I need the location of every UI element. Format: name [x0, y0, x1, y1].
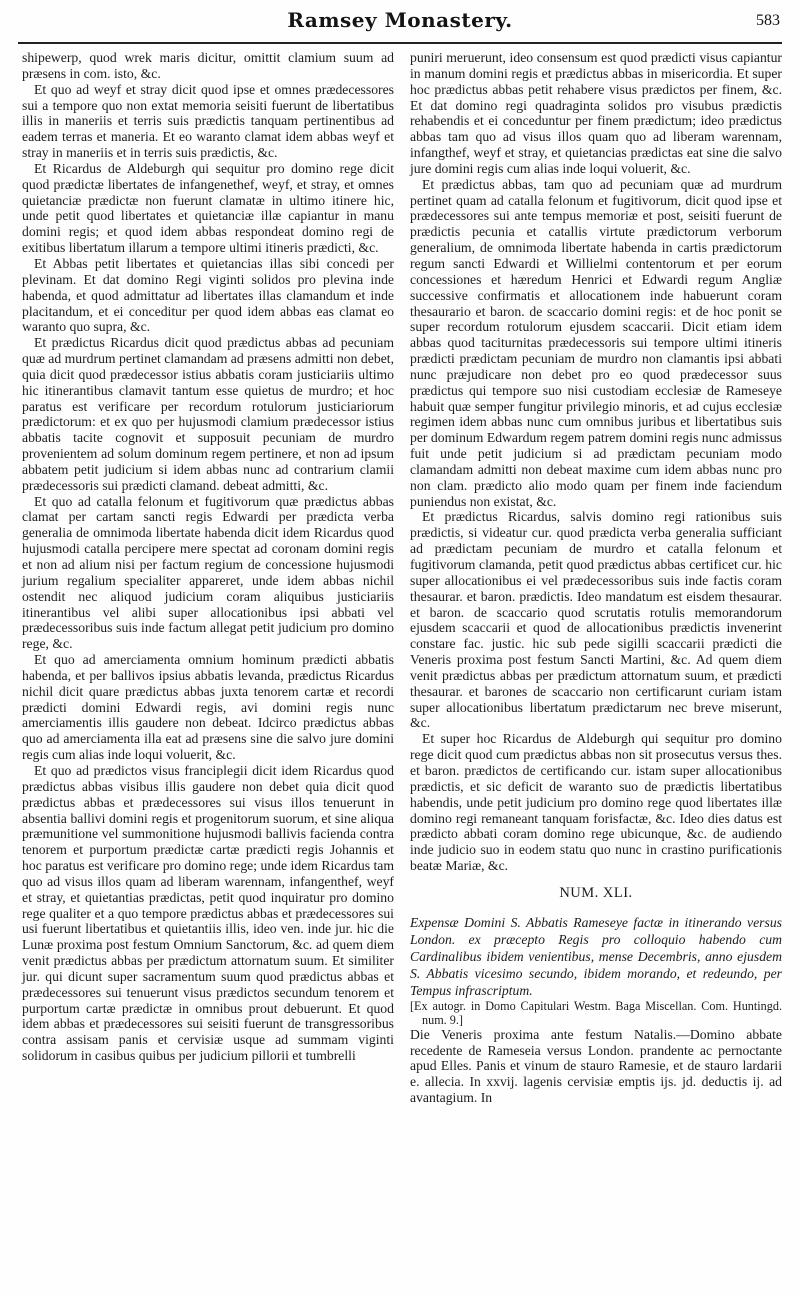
paragraph: Et prædictus Ricardus dicit quod prædictus abbas ad pecuniam quæ ad murdrum pertinet clamandam ad præsens admitti non debet, quia dicit quod prædecessor istius abbatis coram justiciariis ultimo hic itinerantibus clamavit tantum esse quietus de murdro; et hoc paratus est verificare per recordum rotulorum justiciariorum prædictorum: et ex quo per hujusmodi clamium prædecessor istius abbatis tacite cognovit et supposuit pecuniam de murdro provenientem ad solum dominum regem pertinere, et non ad ipsum abbatem petit judicium si idem abbas nunc ad contrarium clamii prædecessoris sui prædicti clamand. debeat admitti, &c.: [22, 335, 394, 493]
paragraph: shipewerp, quod wrek maris dicitur, omittit clamium suum ad præsens in com. isto, &c.: [22, 50, 394, 81]
page-number: 583: [756, 12, 780, 29]
paragraph: Et quo ad prædictos visus franciplegii dicit idem Ricardus quod prædictus abbas visibus illis gaudere non debet quia dicit quod prædictus abbas et prædecessores sui visus illos tenuerunt in absentia ballivi domini regis et progenitorum suorum, et sine aliqua præmunitione vel summonitione hujusmodi ballivis facienda contra tenorem et purportum prædictæ cartæ prædicti regis Johannis et hoc paratus est verificare pro domino rege; unde idem Ricardus tam quo ad visus illos quam ad liberam warennam, infangenthef, weyf et stray, et quietantias prædictas, petit quod inquiratur pro domino rege qualiter et a quo tempore prædictus abbas et prædecessores sui usi fuerunt libertatibus et quietantiis illis, ideo ven. inde jur. hic die Lunæ proxima post festum Omnium Sanctorum, &c. ad quem diem venit prædictus abbas per prædictum attornatum suum. Et similiter jur. qui dicunt super sacramentum suum quod prædictus abbas et prædecessores sui tenuerunt visus prædictos secundum tenorem et purportum cartæ prædictæ in omnibus prout debuerunt. Et quod idem abbas et prædecessores sui seisiti fuerunt de transgressoribus contra assisam panis et cervisiæ usque ad summam viginti solidorum in casibus quibus per judicium pillorii et tumbrelli: [22, 762, 394, 1064]
header-rule: [18, 42, 782, 44]
document-rubric: Expensæ Domini S. Abbatis Rameseye factæ in itinerando versus London. ex præcepto Regis pro colloquio habendo cum Cardinalibus ibidem venientibus, mense Decembris, anno ejusdem S. Abbatis vicesimo secundo, ibidem morando, et redeundo, per Tempus infrascriptum.: [410, 914, 782, 998]
left-column: [22, 50, 394, 1064]
source-note: [Ex autogr. in Domo Capitulari Westm. Baga Miscellan. Com. Huntingd. num. 9.]: [410, 998, 782, 1027]
paragraph: Et quo ad amerciamenta omnium hominum prædicti abbatis habenda, et per ballivos ipsius abbatis levanda, prædictus Ricardus nichil dicit quare prædictus abbas juxta tenorem cartæ et recordi prædicti domini Edwardi regis, avi domini regis nunc amerciamentis illis gaudere non debeat. Idcirco prædictus abbas quo ad amerciamenta illa eat ad præsens sine die salvo jure domini regis cum alias inde loqui voluerit, &c.: [22, 652, 394, 763]
document-heading: NUM. XLI.: [559, 884, 633, 901]
paragraph: Et prædictus abbas, tam quo ad pecuniam quæ ad murdrum pertinet quam ad catalla felonum et fugitivorum, dicit quod ipse et prædecessores sui ante tempus memoriæ et post, seisiti fuerunt de prædictis pecunia et catallis virtute prædictorum verborum generalium, de omnimoda libertate habenda in cartis prædictorum regum sancti Edwardi et Willielmi contentorum et per eorum concessiones et hæredum Henrici et Edwardi regum Angliæ successive confirmatis et allocationem inde habuerunt coram thesaurario et baron. de scaccario domini regis: et de hoc ponit se super recordum rotulorum ejusdem scaccarii. Dicit etiam idem abbas quod taciturnitas prædecessoris sui tempore ultimi itineris prædicti prædictam pecuniam de murdro non clamantis ipsi abbati nunc præjudicare non debet pro eo quod prædecessor suus prædictus qui tempore suo nisi custodiam ecclesiæ de Rameseye habuit quæ semper fungitur privilegio minoris, et ad cujus ecclesiæ regimen idem abbas nunc cum omnibus juribus et libertatibus suis per dominum Edwardum regem patrem domini regis nunc admissus fuit unde petit judicium si ad prædictam pecuniam modo clamandam admitti non debeat maxime cum idem abbas nunc pro non clam. prædicto alio modo quam per finem inde faciendum puniendus non existat, &c.: [410, 176, 782, 509]
paragraph: Et Abbas petit libertates et quietancias illas sibi concedi per plevinam. Et dat domino Regi viginti solidos pro plevina inde habenda, et quod admittatur ad libertates illas clamandum et inde placitandum, et ei conceditur per quod idem abbas eas clamat eo waranto quo supra, &c.: [22, 255, 394, 335]
paragraph: Die Veneris proxima ante festum Natalis.—Domino abbate recedente de Rameseia versus London. prandente ac pernoctante apud Elles. Panis et vinum de stauro Ramesie, et de stauro lardarii e. allecia. In xxvij. lagenis cervisiæ emptis ijs. jd. deductis ij. ad avantagium. In: [410, 1026, 782, 1106]
paragraph: Et Ricardus de Aldeburgh qui sequitur pro domino rege dicit quod prædictæ libertates de infangenethef, weyf, et stray, et omnes quietanciæ prædictæ non fuerunt clamatæ in ultimo itinere hic, unde petit quod libertates et quietanciæ illæ capiantur in manu domini regis; et quod idem abbas respondeat domino regi de exitibus libertatum illarum a tempore ultimi itineris prædicti, &c.: [22, 160, 394, 256]
right-column: [410, 50, 782, 1106]
paragraph: Et quo ad catalla felonum et fugitivorum quæ prædictus abbas clamat per cartam sancti regis Edwardi per prædicta verba generalia de omnimoda libertate habenda dicit idem Ricardus quod hujusmodi catalla percipere mere spectat ad coronam domini regis et non ad alium nisi per factum regium de concessione hujusmodi jurium regalium specialiter appareret, unde idem abbas nichil ostendit nec aliquod judicium coram aliquibus justiciariis itinerantibus vel alibi super allocationibus ipsi abbati vel prædecessoribus suis inde factum allegat petit judicium pro domino rege, &c.: [22, 493, 394, 652]
paragraph: puniri meruerunt, ideo consensum est quod prædicti visus capiantur in manum domini regis et prædictus abbas in misericordia. Et super hoc prædictus abbas petit rehabere visus prædictos per finem, &c. Et dat domino regi quadraginta solidos pro visubus prædictis rehabendis et ei conceduntur per finem prædictum; ideo prædictus abbas tam quo ad visus illos quam quo ad liberam warennam, infangthef, weyf et stray, et quietancias prædictas eat sine die salvo jure domini regis cum alias inde loqui voluerit, &c.: [410, 50, 782, 176]
paragraph: Et quo ad weyf et stray dicit quod ipse et omnes prædecessores sui a tempore quo non extat memoria seisiti fuerunt de libertatibus illis in maneriis et terris suis prædictis tanquam pertinentibus ad eadem terras et maneria. Et eo waranto clamat idem abbas weyf et stray in maneriis et in terris suis prædictis, &c.: [22, 81, 394, 161]
paragraph: Et super hoc Ricardus de Aldeburgh qui sequitur pro domino rege dicit quod cum prædictus abbas non sit prosecutus versus thes. et baron. prædictos de certificando cur. istam super allocationibus prædictis, et sic deficit de waranto suo de prædictis libertatibus habendis, unde petit judicium pro domino rege quod libertates illæ domino regi remaneant tanquam forisfactæ, &c. Ideo dies datus est prædicto abbati coram domino rege ubicunque, &c. de audiendo inde judicio suo in eodem statu quo nunc in crastino purificationis beatæ Mariæ, &c.: [410, 731, 782, 874]
paragraph: Et prædictus Ricardus, salvis domino regi rationibus suis prædictis, si videatur cur. quod prædicta verba generalia sufficiant ad prædictam pecuniam de murdro et catalla felonum et fugitivorum clamanda, petit quod prædictus abbas certificet cur. hic super allocationibus ei vel prædecessoribus suis inde factis coram thesaurar. et baron. prædictis. Ideo mandatum est eisdem thesaurar. et baron. de scaccario quod scrutatis rotulis memorandorum ejusdem scaccarii et quod de allocationibus prædictis invenerint constare fac. justic. hic sub pede sigilli scaccarii prædicti die Veneris proxima post festum Sancti Martini, &c. Ad quem diem venit prædictus abbas per prædictum attornatum suum, et prædicti thesaurar. et barones de scaccario non certificarunt curiam istam super allocationibus libertatum prædictarum nec breve miserunt, &c.: [410, 509, 782, 731]
running-title: Ramsey Monastery.: [287, 8, 513, 32]
